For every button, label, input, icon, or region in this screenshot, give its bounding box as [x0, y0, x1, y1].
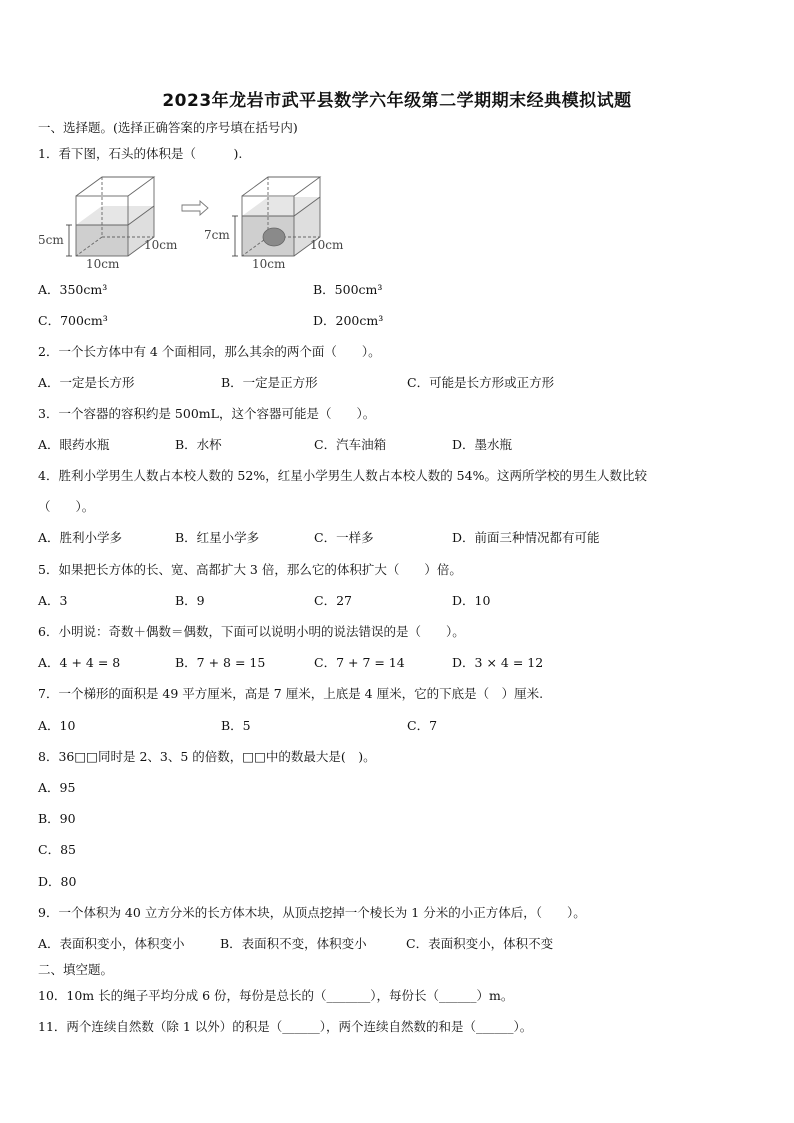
question-7: 7．一个梯形的面积是 49 平方厘米，高是 7 厘米，上底是 4 厘米，它的下底是（ ）厘米.: [38, 686, 544, 701]
q1-option-a: A．350cm³: [38, 282, 108, 297]
q4-option-b: B．红星小学多: [175, 530, 260, 545]
q9-option-b: B．表面积不变，体积变小: [220, 936, 367, 951]
section-2-heading: 二、填空题。: [38, 962, 114, 977]
q8-option-b: B．90: [38, 811, 76, 826]
question-8: 8．36□□同时是 2、3、5 的倍数，□□中的数最大是( )。: [38, 749, 376, 764]
arrow-icon: [182, 201, 208, 215]
stone-icon: [263, 228, 285, 246]
q7-option-a: A．10: [38, 718, 76, 733]
left-bottom-label: 10cm: [86, 257, 120, 270]
q2-option-a: A．一定是长方形: [38, 375, 135, 390]
question-6: 6．小明说：奇数＋偶数＝偶数，下面可以说明小明的说法错误的是（ ）。: [38, 624, 465, 639]
question-1: 1．看下图，石头的体积是（ ).: [38, 146, 243, 161]
q9-option-c: C．表面积变小，体积不变: [406, 936, 554, 951]
q6-option-a: A．4 + 4 = 8: [38, 655, 121, 670]
q5-option-c: C．27: [314, 593, 352, 608]
q1-option-b: B．500cm³: [313, 282, 383, 297]
q2-option-c: C．可能是长方形或正方形: [407, 375, 555, 390]
q1-option-d: D．200cm³: [313, 313, 384, 328]
q6-option-b: B．7 + 8 = 15: [175, 655, 266, 670]
q5-option-b: B．9: [175, 593, 205, 608]
q1-figure-containers: [36, 170, 366, 270]
right-bottom-label: 10cm: [252, 257, 286, 270]
q4-option-d: D．前面三种情况都有可能: [452, 530, 600, 545]
q5-option-d: D．10: [452, 593, 491, 608]
question-2: 2．一个长方体中有 4 个面相同，那么其余的两个面（ ）。: [38, 344, 381, 359]
q8-option-a: A．95: [38, 780, 76, 795]
section-1-heading: 一、选择题。(选择正确答案的序号填在括号内): [38, 120, 298, 135]
page-title: 2023年龙岩市武平县数学六年级第二学期期末经典模拟试题: [162, 91, 632, 111]
left-height-marker: [66, 225, 72, 256]
q3-option-d: D．墨水瓶: [452, 437, 513, 452]
q7-option-c: C．7: [407, 718, 438, 733]
right-height-marker: [232, 216, 238, 256]
q6-option-d: D．3 × 4 = 12: [452, 655, 544, 670]
right-height-label: 7cm: [204, 228, 230, 242]
question-4: 4．胜利小学男生人数占本校人数的 52%，红星小学男生人数占本校人数的 54%。这两所学校的男生人数比较: [38, 468, 647, 483]
question-11: 11．两个连续自然数（除 1 以外）的积是（______），两个连续自然数的和是（______）。: [38, 1019, 533, 1034]
question-5: 5．如果把长方体的长、宽、高都扩大 3 倍，那么它的体积扩大（ ）倍。: [38, 562, 462, 577]
q3-option-b: B．水杯: [175, 437, 222, 452]
left-side-label: 10cm: [144, 238, 178, 252]
left-height-label: 5cm: [38, 233, 64, 247]
q8-option-c: C．85: [38, 842, 76, 857]
question-10: 10．10m 长的绳子平均分成 6 份，每份是总长的（_______），每份长（______）m。: [38, 988, 514, 1003]
right-side-label: 10cm: [310, 238, 344, 252]
q9-option-a: A．表面积变小，体积变小: [38, 936, 185, 951]
q4-option-a: A．胜利小学多: [38, 530, 123, 545]
question-4-bracket: （ ）。: [38, 499, 95, 514]
q7-option-b: B．5: [221, 718, 251, 733]
question-3: 3．一个容器的容积约是 500mL，这个容器可能是（ ）。: [38, 406, 376, 421]
q6-option-c: C．7 + 7 = 14: [314, 655, 405, 670]
q2-option-b: B．一定是正方形: [221, 375, 318, 390]
question-9: 9．一个体积为 40 立方分米的长方体木块，从顶点挖掉一个棱长为 1 分米的小正方体后，（ ）。: [38, 905, 586, 920]
q1-option-c: C．700cm³: [38, 313, 108, 328]
q5-option-a: A．3: [38, 593, 68, 608]
q4-option-c: C．一样多: [314, 530, 374, 545]
q3-option-a: A．眼药水瓶: [38, 437, 110, 452]
q3-option-c: C．汽车油箱: [314, 437, 387, 452]
q8-option-d: D．80: [38, 874, 77, 889]
